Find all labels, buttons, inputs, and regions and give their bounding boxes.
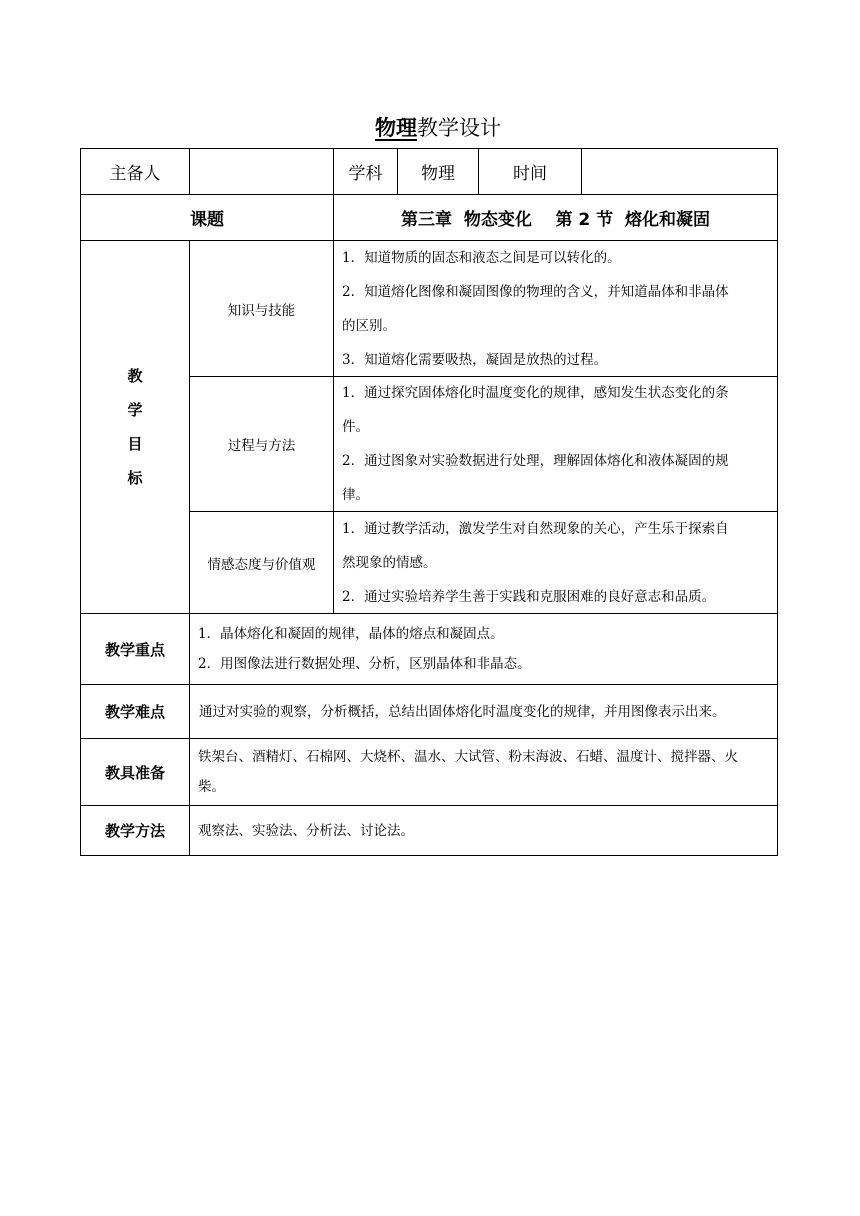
time-value xyxy=(581,148,778,195)
difficulties-content: 通过对实验的观察，分析概括，总结出固体熔化时温度变化的规律，并用图像表示出来。 xyxy=(189,684,778,739)
difficulties-label: 教学难点 xyxy=(80,684,190,739)
topic-value: 第三章 物态变化 第 2 节 熔化和凝固 xyxy=(333,194,778,241)
materials-label: 教具准备 xyxy=(80,738,190,806)
goal-emotion-label: 情感态度与价值观 xyxy=(189,511,334,614)
teaching-goals-label: 教 学 目 标 xyxy=(80,240,190,614)
methods-label: 教学方法 xyxy=(80,805,190,856)
key-points-label: 教学重点 xyxy=(80,613,190,685)
preparer-label: 主备人 xyxy=(80,148,190,195)
subject-label: 学科 xyxy=(333,148,398,195)
document-title xyxy=(0,112,860,142)
title-suffix: 教学设计 xyxy=(417,116,501,140)
goal-knowledge-label: 知识与技能 xyxy=(189,240,334,377)
title-subject: 物理 xyxy=(375,116,417,140)
time-label: 时间 xyxy=(478,148,582,195)
subject-value: 物理 xyxy=(397,148,479,195)
goal-process-content: 1．通过探究固体熔化时温度变化的规律，感知发生状态变化的条 件。 2．通过图象对实验数据进行处理，理解固体熔化和液体凝固的规 律。 xyxy=(333,376,778,512)
methods-content: 观察法、实验法、分析法、讨论法。 xyxy=(189,805,778,856)
preparer-value xyxy=(189,148,334,195)
goal-emotion-content: 1．通过教学活动，激发学生对自然现象的关心，产生乐于探索自 然现象的情感。 2．通过实验培养学生善于实践和克服困难的良好意志和品质。 xyxy=(333,511,778,614)
goal-knowledge-content: 1．知道物质的固态和液态之间是可以转化的。 2．知道熔化图像和凝固图像的物理的含义，并知道晶体和非晶体 的区别。 3．知道熔化需要吸热，凝固是放热的过程。 xyxy=(333,240,778,377)
goal-process-label: 过程与方法 xyxy=(189,376,334,512)
materials-content: 铁架台、酒精灯、石棉网、大烧杯、温水、大试管、粉末海波、石蜡、温度计、搅拌器、火 柴。 xyxy=(189,738,778,806)
topic-label: 课题 xyxy=(80,194,334,241)
lesson-plan-table xyxy=(81,149,778,857)
key-points-content: 1．晶体熔化和凝固的规律，晶体的熔点和凝固点。 2．用图像法进行数据处理、分析，区别晶体和非晶态。 xyxy=(189,613,778,685)
